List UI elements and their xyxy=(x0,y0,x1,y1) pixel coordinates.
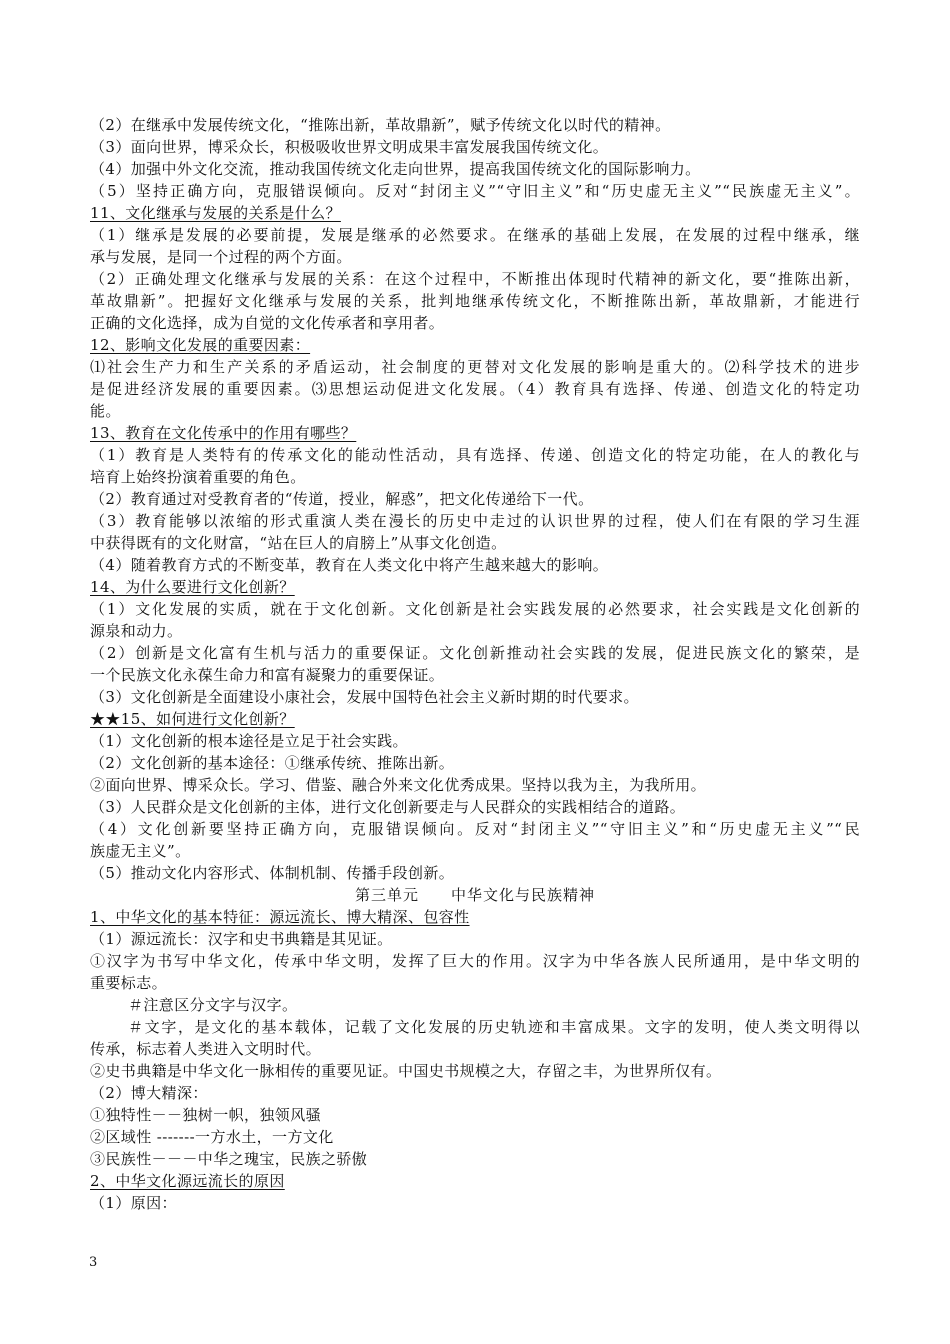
text-line: ②区域性 -------一方水土，一方文化 xyxy=(90,1128,334,1146)
text-line: ＃文字，是文化的基本载体，记载了文化发展的历史轨迹和丰富成果。文字的发明，使人类文明得以 xyxy=(128,1018,860,1036)
text-line: （3）人民群众是文化创新的主体，进行文化创新要走与人民群众的实践相结合的道路。 xyxy=(90,798,686,816)
section-heading: 14、为什么要进行文化创新？ xyxy=(90,578,295,596)
text-line: 源泉和动力。 xyxy=(90,622,183,640)
text-line: （1）源远流长：汉字和史书典籍是其见证。 xyxy=(90,930,393,948)
text-line: （4）文化创新要坚持正确方向，克服错误倾向。反对“封闭主义”“守旧主义”和“历史虚无主义”“民 xyxy=(90,820,860,838)
unit-title: 第三单元 中华文化与民族精神 xyxy=(354,886,595,904)
text-line: （2）正确处理文化继承与发展的关系：在这个过程中，不断推出体现时代精神的新文化，要“推陈出新， xyxy=(90,270,860,288)
section-heading: 1、中华文化的基本特征：源远流长、博大精深、包容性 xyxy=(90,908,470,926)
text-line: （5）坚持正确方向，克服错误倾向。反对“封闭主义”“守旧主义”和“历史虚无主义”“民族虚无主义”。 xyxy=(90,182,860,200)
text-line: 传承，标志着人类进入文明时代。 xyxy=(90,1040,322,1058)
text-line: 重要标志。 xyxy=(90,974,168,992)
text-line: （3）教育能够以浓缩的形式重演人类在漫长的历史中走过的认识世界的过程，使人们在有限的学习生涯 xyxy=(90,512,860,530)
text-line: （2）教育通过对受教育者的“传道，授业，解惑”，把文化传递给下一代。 xyxy=(90,490,594,508)
text-line: ①汉字为书写中华文化，传承中华文明，发挥了巨大的作用。汉字为中华各族人民所通用，是中华文明的 xyxy=(90,952,860,970)
text-line: （1）教育是人类特有的传承文化的能动性活动，具有选择、传递、创造文化的特定功能，在人的教化与 xyxy=(90,446,860,464)
text-line: （3）文化创新是全面建设小康社会，发展中国特色社会主义新时期的时代要求。 xyxy=(90,688,639,706)
text-line: 承与发展，是同一个过程的两个方面。 xyxy=(90,248,352,266)
text-line: 族虚无主义”。 xyxy=(90,842,191,860)
text-line: 中获得既有的文化财富，“站在巨人的肩膀上”从事文化创造。 xyxy=(90,534,507,552)
text-line: （4）加强中外文化交流，推动我国传统文化走向世界，提高我国传统文化的国际影响力。 xyxy=(90,160,701,178)
text-line: （2）在继承中发展传统文化，“推陈出新，革故鼎新”，赋予传统文化以时代的精神。 xyxy=(90,116,671,134)
text-line: ②史书典籍是中华文化一脉相传的重要见证。中国史书规模之大，存留之丰，为世界所仅有。 xyxy=(90,1062,722,1080)
section-heading: 2、中华文化源远流长的原因 xyxy=(90,1172,285,1190)
text-line: （1）文化发展的实质，就在于文化创新。文化创新是社会实践发展的必然要求，社会实践是文化创新的 xyxy=(90,600,860,618)
text-line: （2）文化创新的基本途径：①继承传统、推陈出新。 xyxy=(90,754,455,772)
document-body xyxy=(90,114,860,1214)
page-number: 3 xyxy=(89,1255,98,1270)
section-heading: 13、教育在文化传承中的作用有哪些？ xyxy=(90,424,357,442)
text-line: （1）文化创新的根本途径是立足于社会实践。 xyxy=(90,732,408,750)
text-line: 革故鼎新”。把握好文化继承与发展的关系，批判地继承传统文化，不断推陈出新，革故鼎新，才能进行 xyxy=(90,292,860,310)
section-heading: 12、影响文化发展的重要因素： xyxy=(90,336,311,354)
text-line: （3）面向世界，博采众长，积极吸收世界文明成果丰富发展我国传统文化。 xyxy=(90,138,609,156)
text-line: （2）博大精深： xyxy=(90,1084,208,1102)
text-line: （5）推动文化内容形式、体制机制、传播手段创新。 xyxy=(90,864,455,882)
text-line: ＃注意区分文字与汉字。 xyxy=(128,996,298,1014)
text-line: 一个民族文化永葆生命力和富有凝聚力的重要保证。 xyxy=(90,666,445,684)
text-line: （1）原因： xyxy=(90,1194,177,1212)
text-line: 培育上始终扮演着重要的角色。 xyxy=(90,468,306,486)
text-line: （2）创新是文化富有生机与活力的重要保证。文化创新推动社会实践的发展，促进民族文化的繁荣，是 xyxy=(90,644,860,662)
text-line: ⑴社会生产力和生产关系的矛盾运动，社会制度的更替对文化发展的影响是重大的。⑵科学技术的进步 xyxy=(90,358,860,376)
text-line: 正确的文化选择，成为自觉的文化传承者和享用者。 xyxy=(90,314,445,332)
text-line: 能。 xyxy=(90,402,121,420)
text-line: （1）继承是发展的必要前提，发展是继承的必然要求。在继承的基础上发展，在发展的过程中继承，继 xyxy=(90,226,860,244)
text-line: ②面向世界、博采众长。学习、借鉴、融合外来文化优秀成果。坚持以我为主，为我所用。 xyxy=(90,776,707,794)
section-heading: 11、文化继承与发展的关系是什么？ xyxy=(90,204,341,222)
text-line: ①独特性－－独树一帜，独领风骚 xyxy=(90,1106,322,1124)
text-line: ③民族性－－－中华之瑰宝，民族之骄傲 xyxy=(90,1150,368,1168)
section-heading: ★★15、如何进行文化创新？ xyxy=(90,710,295,728)
text-line: 是促进经济发展的重要因素。⑶思想运动促进文化发展。（4）教育具有选择、传递、创造文化的特定功 xyxy=(90,380,860,398)
text-line: （4）随着教育方式的不断变革，教育在人类文化中将产生越来越大的影响。 xyxy=(90,556,609,574)
